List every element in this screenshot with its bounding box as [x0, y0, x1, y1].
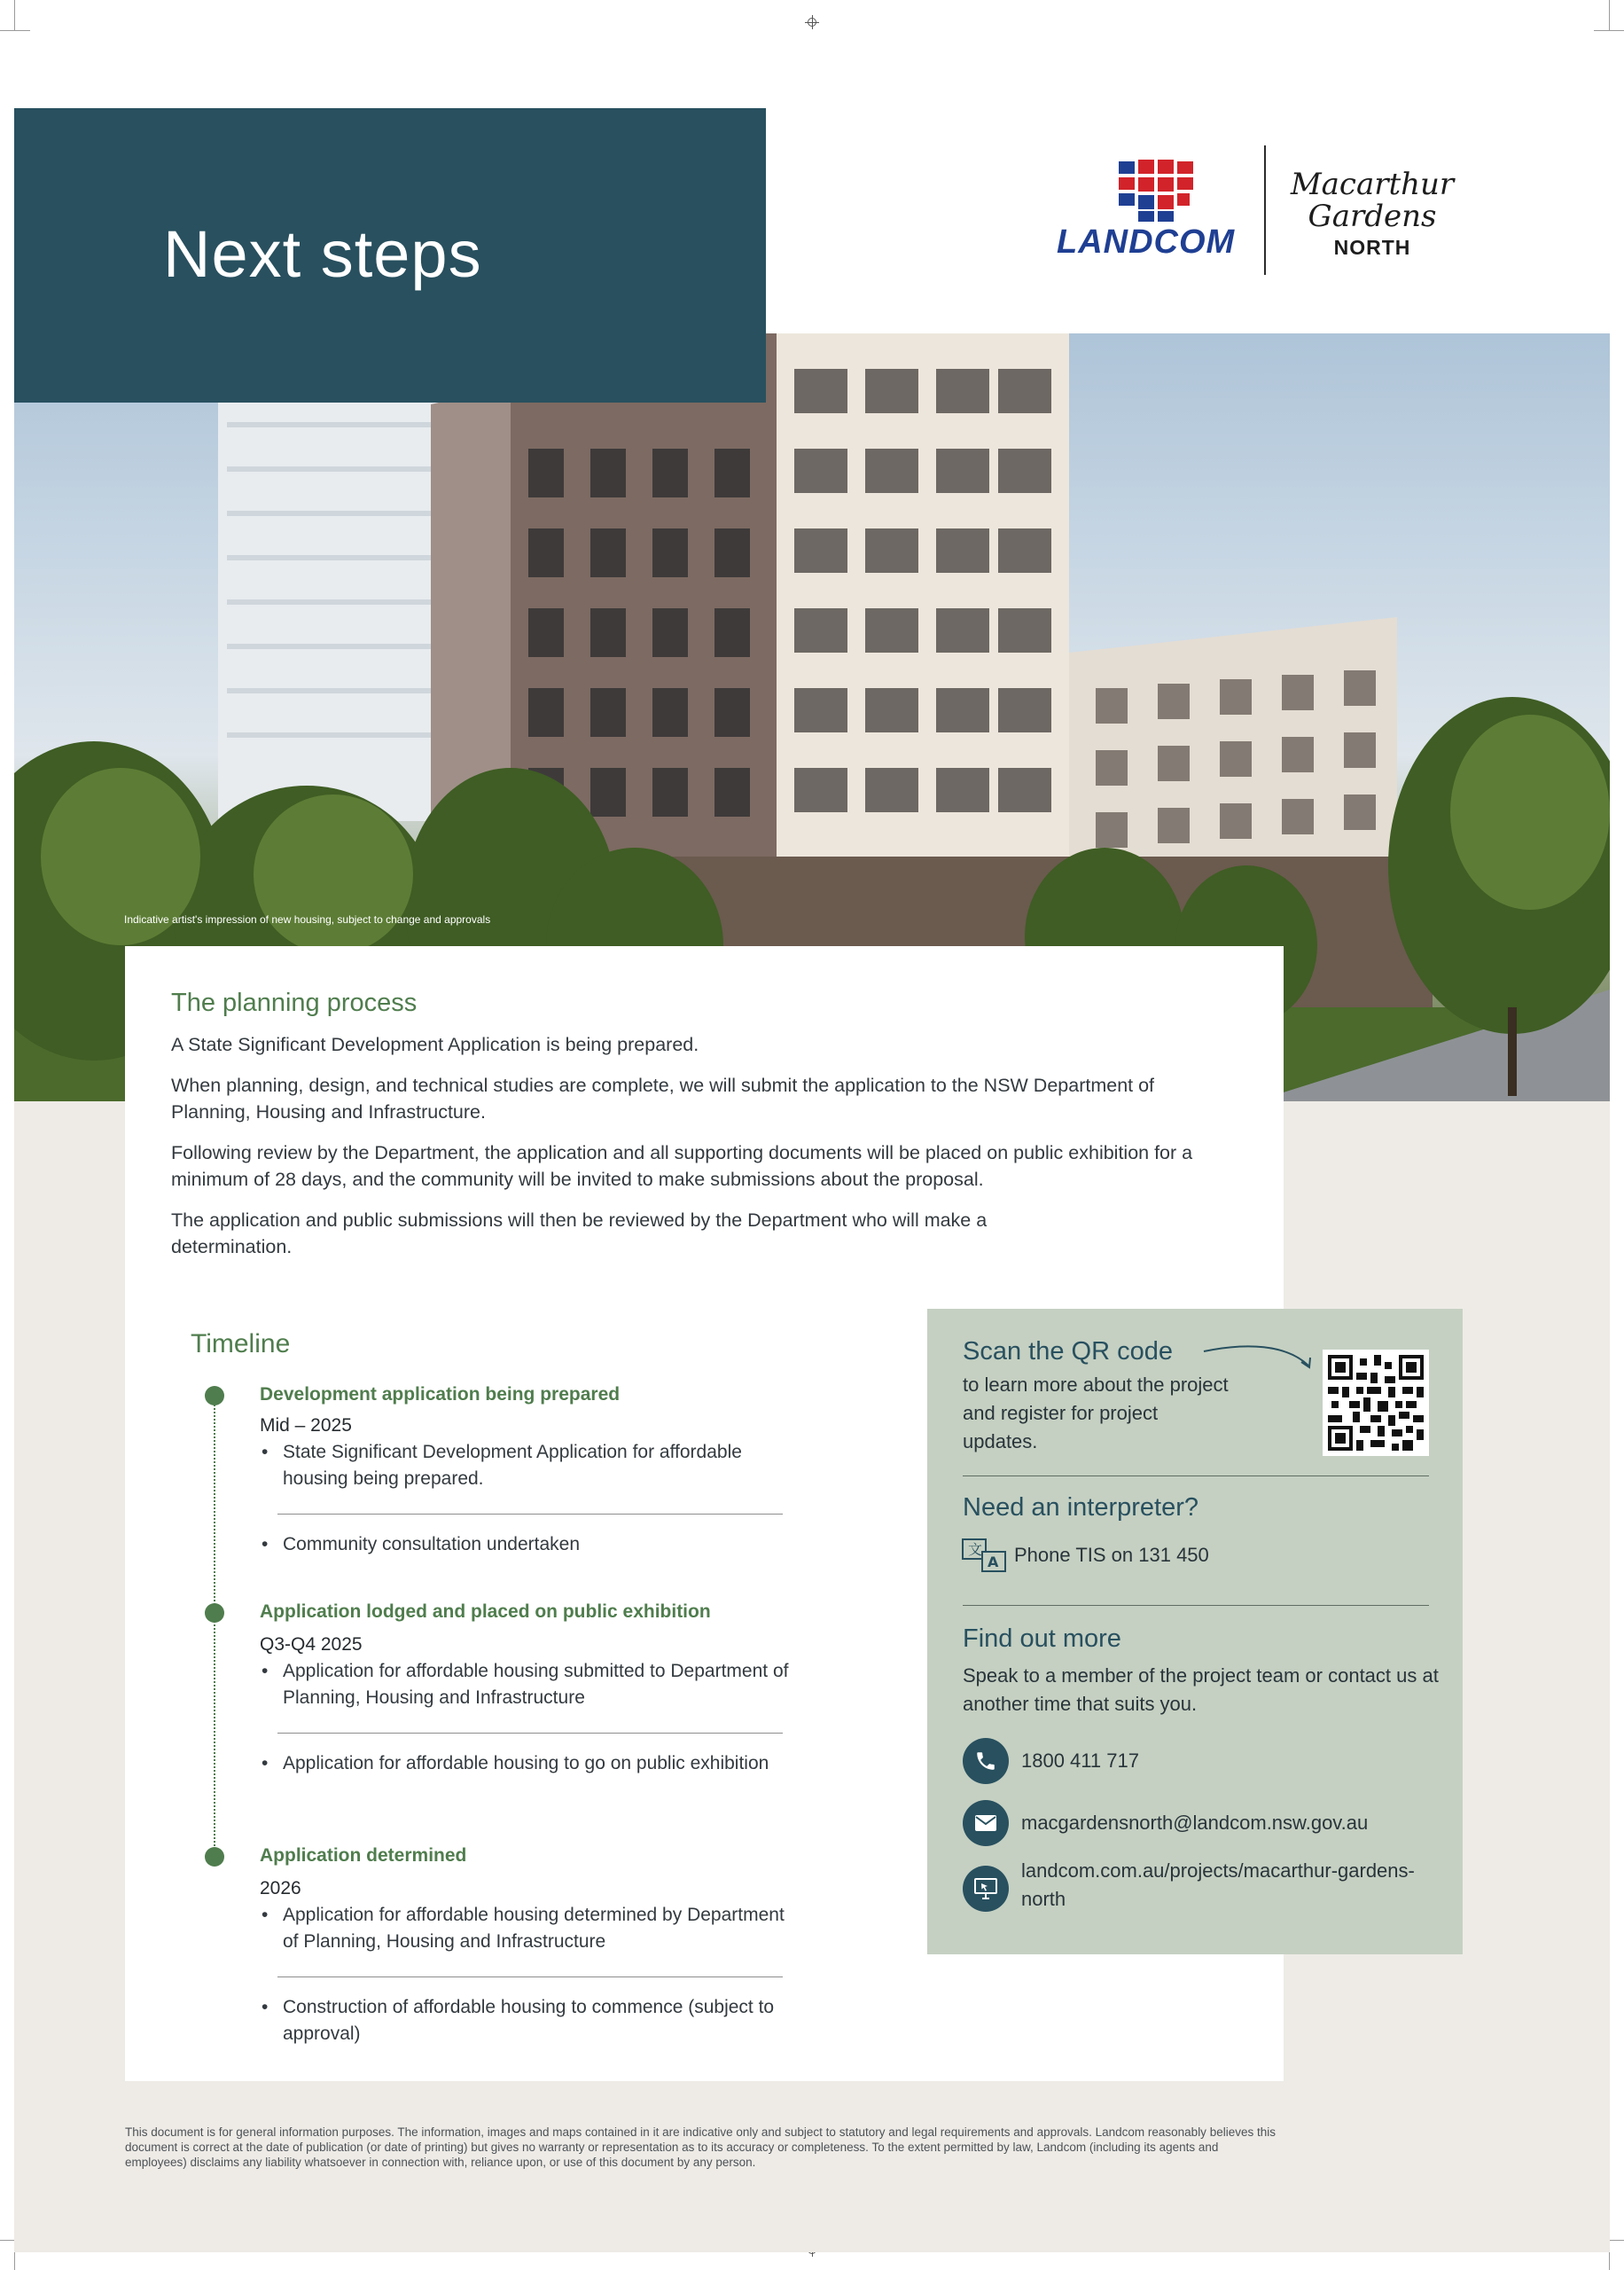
phone-icon: [963, 1738, 1009, 1784]
project-logo-line2: Gardens: [1308, 199, 1437, 234]
website-link[interactable]: landcom.com.au/projects/macarthur-gardens-north: [1021, 1859, 1415, 1910]
interpreter-title: Need an interpreter?: [963, 1493, 1198, 1522]
crop-mark: [14, 0, 15, 30]
contact-panel: [927, 1309, 1463, 1954]
planning-paragraph: The application and public submissions will then be reviewed by the Department who will make a determination.: [171, 1209, 988, 1257]
qr-title: Scan the QR code: [963, 1337, 1173, 1366]
planning-body: [171, 1031, 1217, 1274]
find-out-more-text: Speak to a member of the project team or contact us at another time that suits you.: [963, 1664, 1439, 1715]
list-item: • Application for affordable housing to go on public exhibition: [260, 1750, 792, 1777]
timeline-divider: [277, 1733, 783, 1734]
page-title: Next steps: [163, 217, 482, 291]
timeline-line: [214, 1395, 215, 1856]
timeline-divider: [277, 1514, 783, 1515]
timeline-stage-items: [260, 1658, 792, 1711]
interpreter-text: Phone TIS on 131 450: [1014, 1544, 1209, 1566]
timeline-title: Timeline: [191, 1329, 291, 1358]
crop-mark: [0, 30, 30, 31]
timeline-stage-items: [260, 1994, 792, 2047]
landcom-flag-icon: [1117, 158, 1197, 225]
panel-divider: [963, 1605, 1429, 1606]
timeline-stage-items: [260, 1902, 792, 1955]
timeline-stage-items: [260, 1531, 792, 1558]
timeline-stage-heading: Application lodged and placed on public exhibition: [260, 1601, 711, 1622]
crop-mark: [1609, 0, 1610, 30]
email-icon: [963, 1800, 1009, 1846]
timeline-divider: [277, 1976, 783, 1977]
list-item: • Community consultation undertaken: [260, 1531, 792, 1558]
image-caption: Indicative artist's impression of new housing, subject to change and approvals: [124, 913, 491, 926]
timeline-stage-date: 2026: [260, 1878, 301, 1898]
email-link[interactable]: macgardensnorth@landcom.nsw.gov.au: [1021, 1812, 1369, 1834]
landcom-wordmark: LANDCOM: [1057, 223, 1236, 261]
timeline-dot: [205, 1386, 224, 1405]
list-item: • Application for affordable housing determined by Department of Planning, Housing and Infrastructure: [260, 1902, 792, 1955]
translate-icon: [961, 1538, 1011, 1577]
logo-divider: [1264, 145, 1266, 275]
qr-text: to learn more about the project and register for project updates.: [963, 1374, 1229, 1452]
logo-group: [1046, 142, 1489, 284]
title-block: [14, 108, 766, 403]
website-icon: [963, 1866, 1009, 1912]
project-logo-line3: NORTH: [1333, 236, 1411, 259]
svg-text:文: 文: [968, 1541, 983, 1558]
timeline-stage-heading: Development application being prepared: [260, 1384, 621, 1405]
list-item: • Application for affordable housing submitted to Department of Planning, Housing and Infrastructure: [260, 1658, 792, 1711]
project-logo-line1: Macarthur: [1290, 167, 1455, 202]
timeline-stage-items: [260, 1439, 792, 1492]
timeline-stage-heading: Application determined: [260, 1845, 467, 1866]
qr-code-icon[interactable]: [1323, 1350, 1429, 1456]
list-item: • State Significant Development Application for affordable housing being prepared.: [260, 1439, 792, 1492]
timeline-dot: [205, 1847, 224, 1867]
project-logo: [1284, 168, 1461, 260]
list-item: • Construction of affordable housing to commence (subject to approval): [260, 1994, 792, 2047]
timeline-stage-date: Q3-Q4 2025: [260, 1634, 363, 1655]
planning-paragraph: A State Significant Development Application is being prepared.: [171, 1034, 699, 1055]
svg-text:A: A: [988, 1554, 999, 1570]
planning-title: The planning process: [171, 989, 418, 1017]
crop-mark: [1594, 30, 1624, 31]
phone-number[interactable]: 1800 411 717: [1021, 1749, 1139, 1772]
disclaimer: This document is for general information purposes. The information, images and maps contained in it are indicative only and subject to statutory and legal requirements and approvals. Landcom reasonably believes this document is correct at the date of publication (or date of printing) but gives no warranty or representation as to its accuracy or completeness. To the extent permitted by law, Landcom (including its agents and employees) disclaims any liability whatsoever in connection with, reliance upon, or use of this document by any person.: [125, 2125, 1276, 2169]
planning-paragraph: When planning, design, and technical studies are complete, we will submit the application to the NSW Department of Planning, Housing and Infrastructure.: [171, 1075, 1155, 1123]
planning-paragraph: Following review by the Department, the application and all supporting documents will be placed on public exhibition for a minimum of 28 days, and the community will be invited to make submissions about the proposal.: [171, 1142, 1193, 1190]
registration-mark: [808, 18, 816, 27]
timeline-stage-items: [260, 1750, 792, 1777]
find-out-more-title: Find out more: [963, 1624, 1121, 1653]
timeline-stage-date: Mid – 2025: [260, 1415, 352, 1436]
timeline-dot: [205, 1603, 224, 1623]
